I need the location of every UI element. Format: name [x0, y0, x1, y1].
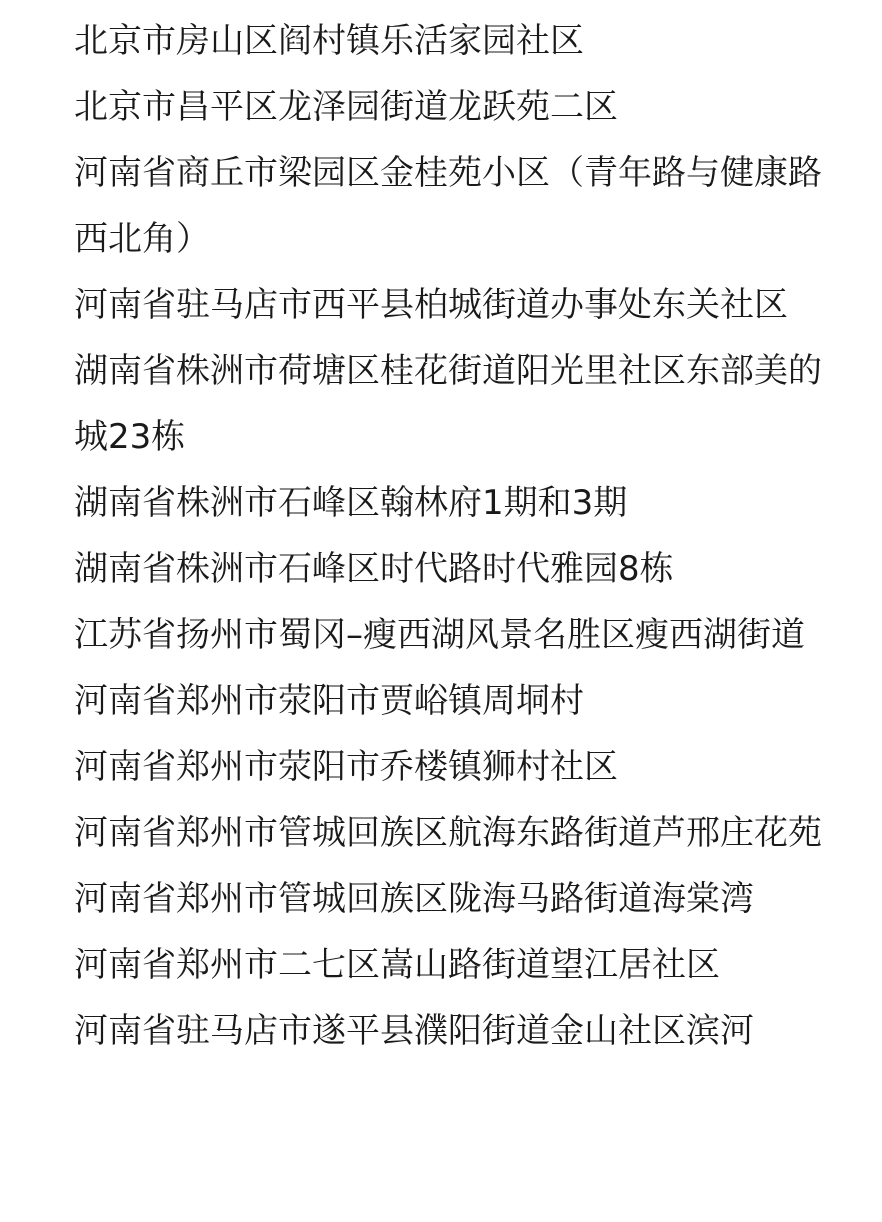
- address-list: [74, 8, 824, 1064]
- list-item: 河南省驻马店市遂平县濮阳街道金山社区滨河: [74, 1011, 754, 1051]
- list-item: 湖南省株洲市荷塘区桂花街道阳光里社区东部美的城23栋: [74, 351, 822, 457]
- list-item: 河南省郑州市二七区嵩山路街道望江居社区: [74, 945, 720, 985]
- list-item: 河南省郑州市荥阳市乔楼镇狮村社区: [74, 747, 618, 787]
- list-item: 湖南省株洲市石峰区翰林府1期和3期: [74, 483, 628, 523]
- list-item: 北京市昌平区龙泽园街道龙跃苑二区: [74, 87, 618, 127]
- list-item: 河南省商丘市梁园区金桂苑小区（青年路与健康路西北角）: [74, 153, 822, 259]
- list-item: 河南省郑州市管城回族区陇海马路街道海棠湾: [74, 879, 754, 919]
- list-item: 湖南省株洲市石峰区时代路时代雅园8栋: [74, 549, 674, 589]
- list-item: 北京市房山区阎村镇乐活家园社区: [74, 21, 584, 61]
- list-item: 河南省驻马店市西平县柏城街道办事处东关社区: [74, 285, 788, 325]
- list-item: 河南省郑州市管城回族区航海东路街道芦邢庄花苑: [74, 813, 822, 853]
- list-item: 江苏省扬州市蜀冈–瘦西湖风景名胜区瘦西湖街道: [74, 615, 805, 655]
- list-item: 河南省郑州市荥阳市贾峪镇周垌村: [74, 681, 584, 721]
